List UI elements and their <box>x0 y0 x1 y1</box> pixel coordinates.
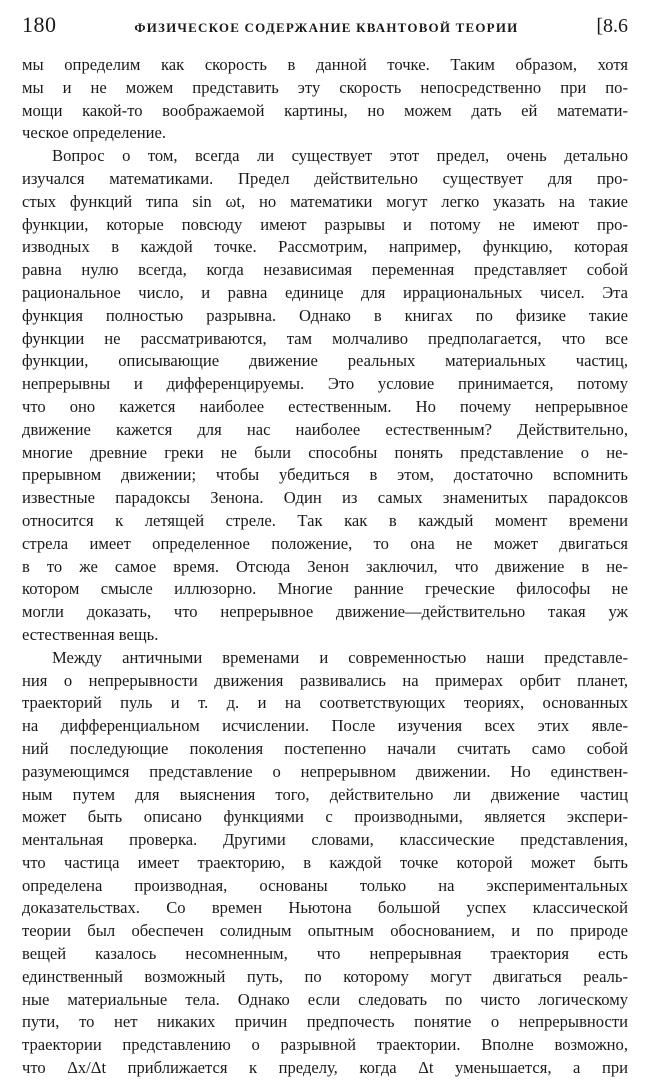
text-line: естественная вещь. <box>22 624 159 644</box>
text-line: мы определим как скорость в данной точке. Таким образом, хотя <box>22 55 628 74</box>
text-line: пути, то нет никаких причин предпочесть понятие о непрерывности <box>22 1012 628 1032</box>
text-line: теории был обеспечен солидным опытным обоснованием, и по природе <box>22 921 628 941</box>
paragraph <box>22 145 628 647</box>
text-line: относится к летящей стреле. Так как в каждый момент времени <box>22 510 628 530</box>
text-line: стрела имеет определенное положение, то она не может двигаться <box>22 533 628 553</box>
text-line: стых функций типа sin ωt, но математики могут легко указать на такие <box>22 191 628 211</box>
text-line: равна нулю всегда, когда независимая переменная представляет собой <box>22 260 628 280</box>
text-line: в то же самое время. Отсюда Зенон заключил, что движение в не- <box>22 556 628 576</box>
running-head <box>22 12 628 48</box>
text-line: ные материальные тела. Однако если следовать по чисто логическому <box>22 989 628 1009</box>
text-line: Вопрос о том, всегда ли существует этот предел, очень детально <box>52 146 628 166</box>
text-line: котором смысле иллюзорно. Многие ранние греческие философы не <box>22 579 628 599</box>
text-line: ным путем для выяснения того, действительно ли движение частиц <box>22 784 628 804</box>
running-title: ФИЗИЧЕСКОЕ СОДЕРЖАНИЕ КВАНТОВОЙ ТЕОРИИ <box>134 20 519 35</box>
text-line: функция полностью разрывна. Однако в книгах по физике такие <box>22 305 628 325</box>
text-line: ческое определение. <box>22 123 167 143</box>
page-number: 180 <box>22 12 57 37</box>
text-line: прерывном движении; чтобы убедиться в этом, достаточно вспомнить <box>22 465 628 485</box>
text-line: могли доказать, что непрерывное движение—действительно такая уж <box>22 602 628 622</box>
paragraph <box>22 647 628 1080</box>
text-line: изучался математиками. Предел действительно существует для про- <box>22 168 628 188</box>
text-line: многие древние греки не были способны понять представление о не- <box>22 442 628 462</box>
text-line: непрерывны и дифференцируемы. Это условие принимается, потому <box>22 374 628 394</box>
text-line: известные парадоксы Зенона. Один из самых знаменитых парадоксов <box>22 488 628 508</box>
text-line: что частица имеет траекторию, в каждой точке которой может быть <box>22 852 628 872</box>
text-line: единственный возможный путь, по которому могут двигаться реаль- <box>22 966 628 986</box>
paragraph <box>22 54 628 145</box>
text-line: траекторий пуль и т. д. и на соответствующих теориях, основанных <box>22 693 628 713</box>
text-line: может быть описано функциями с производными, является экспери- <box>22 807 628 827</box>
text-line: ния о непрерывности движения развивались на примерах орбит планет, <box>22 670 628 690</box>
text-line: траектории представлению о разрывной траектории. Вполне возможно, <box>22 1035 628 1055</box>
text-line: рациональное число, и равна единице для иррациональных чисел. Эта <box>22 282 628 302</box>
text-line: функции не рассматриваются, там молчаливо предполагается, что все <box>22 328 628 348</box>
text-line: вещей казалось несомненным, что непрерывная траектория есть <box>22 944 628 964</box>
text-line: мы и не можем представить эту скорость непосредственно при по- <box>22 77 628 97</box>
text-line: функции, которые повсюду имеют разрывы и потому не имеют про- <box>22 214 628 234</box>
text-line: что оно кажется наиболее естественным. Но почему непрерывное <box>22 396 628 416</box>
text-line: изводных в каждой точке. Рассмотрим, например, функцию, которая <box>22 237 628 257</box>
text-line: мощи какой-то воображаемой картины, но можем дать ей математи- <box>22 100 628 120</box>
text-line: ний последующие поколения постепенно начали считать само собой <box>22 738 628 758</box>
text-line: определена производная, основаны только на экспериментальных <box>22 875 628 895</box>
text-line: ментальная проверка. Другими словами, классические представления, <box>22 830 628 850</box>
text-line: функции, описывающие движение реальных материальных частиц, <box>22 351 628 371</box>
text-line: разумеющимся представление о непрерывном движении. Но единствен- <box>22 761 628 781</box>
text-line: на дифференциальном исчислении. После изучения всех этих явле- <box>22 716 628 736</box>
text-line: что Δx/Δt приближается к пределу, когда Δt уменьшается, а при <box>22 1058 628 1078</box>
text-line: Между античными временами и современностью наши представле- <box>52 647 628 667</box>
body-text <box>22 54 628 1080</box>
text-line: доказательствах. Со времен Ньютона большой успех классической <box>22 898 628 918</box>
section-number: [8.6 <box>596 15 628 37</box>
text-line: движение кажется для нас наиболее естественным? Действительно, <box>22 419 628 439</box>
